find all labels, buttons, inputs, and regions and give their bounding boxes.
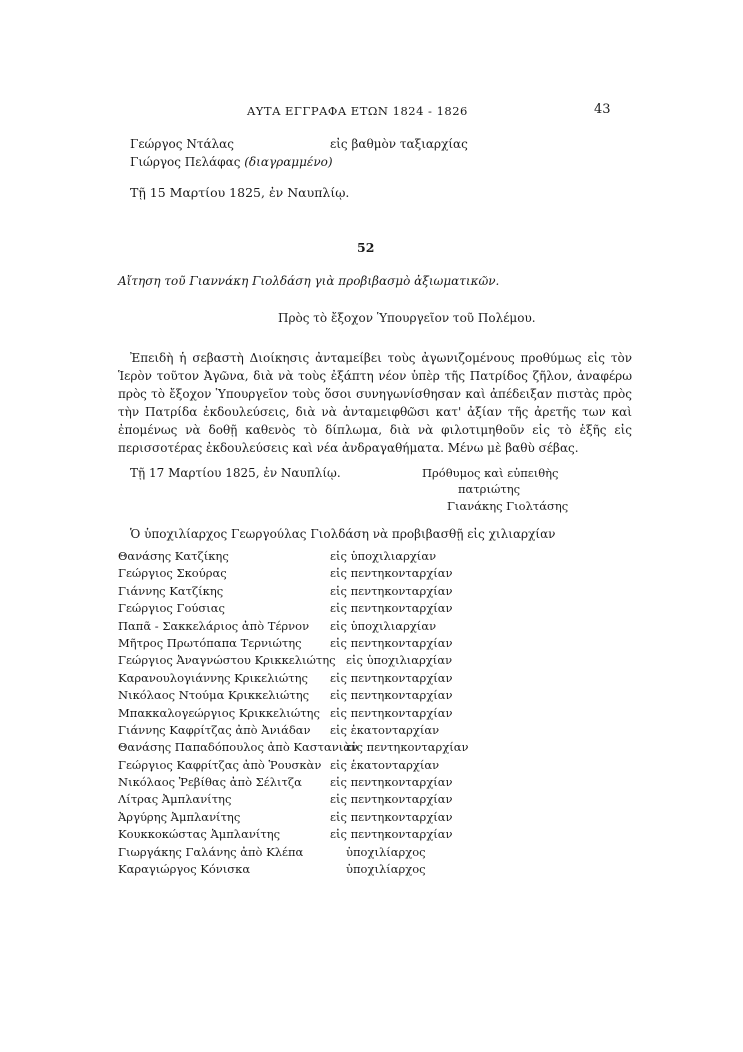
rank: εἰς πεντηκονταρχίαν xyxy=(330,775,453,790)
person-name: Καραγιώργος Κόνισκα xyxy=(118,862,251,877)
rank: ὑποχιλίαρχος xyxy=(346,844,426,859)
person-name: Παπᾶ - Σακκελάριος ἀπὸ Τέρνον xyxy=(118,618,310,633)
closing-line: πατριώτης xyxy=(458,482,521,496)
list-item xyxy=(118,653,638,670)
list-item xyxy=(118,688,638,705)
rank: εἰς πεντηκονταρχίαν xyxy=(330,705,453,720)
person-name: Κουκκοκώστας Ἀμπλανίτης xyxy=(118,827,281,842)
document-date: Τῇ 17 Μαρτίου 1825, ἐν Ναυπλίῳ. xyxy=(130,466,341,480)
page-number: 43 xyxy=(594,102,611,117)
list-item xyxy=(118,549,638,566)
document-title: Αἴτηση τοῦ Γιαννάκη Γιολδάση γιὰ προβιβασμὸ ἀξιωματικῶν. xyxy=(118,274,500,288)
rank: εἰς πεντηκονταρχίαν xyxy=(330,583,453,598)
document-body: Ἐπειδὴ ἡ σεβαστὴ Διοίκησις ἀνταμείβει τοὺς ἀγωνιζομένους προθύμως εἰς τὸν Ἱερὸν τοῦτον Ἀγῶνα, διὰ νὰ τοὺς ἐξάπτη νέον ὑπὲρ τῆς Πατρίδος ζῆλον, ἀναφέρω πρὸς τὸ ἔξοχον Ὑπουργεῖον τοὺς ὅσοι συνηγωνίσθησαν καὶ ἀπέδειξαν πιστὰς πρὸς τὴν Πατρίδα ἐκδουλεύσεις, διὰ νὰ ἀνταμειφθῶσι κατ' ἀξίαν τῆς ἀρετῆς των καὶ ἐπομένως νὰ δοθῇ καθενὸς τὸ δίπλωμα, διὰ νὰ φιλοτιμηθοῦν εἰς τὸ ἑξῆς εἰς περισσοτέρας ἐκδουλεύσεις καὶ νέα ἀνδραγαθήματα. Μένω μὲ βαθὺ σέβας. xyxy=(118,351,632,455)
rank: εἰς ὑποχιλιαρχίαν xyxy=(330,618,437,633)
rank: εἰς ἑκατονταρχίαν xyxy=(330,722,440,737)
list-heading: Ὁ ὑποχιλίαρχος Γεωργούλας Γιολδάση νὰ προβιβασθῇ εἰς χιλιαρχίαν xyxy=(130,527,556,541)
person-name: Γιάννης Καφρίτζας ἀπὸ Ἀνιάδαν xyxy=(118,722,311,737)
person-name: Νικόλαος Ντούμα Κρικκελιώτης xyxy=(118,688,310,703)
rank: εἰς πεντηκονταρχίαν xyxy=(330,670,453,685)
list-item xyxy=(118,758,638,775)
previous-list-name xyxy=(130,155,333,169)
list-item xyxy=(118,601,638,618)
rank: εἰς πεντηκονταρχίαν xyxy=(330,688,453,703)
promotion-list xyxy=(118,549,638,879)
rank: ὑποχιλίαρχος xyxy=(346,862,426,877)
list-item xyxy=(118,792,638,809)
rank: εἰς πεντηκονταρχίαν xyxy=(346,740,469,755)
running-title: ΑΥΤΑ ΕΓΓΡΑΦΑ ΕΤΩΝ 1824 - 1826 xyxy=(247,104,468,118)
signature: Γιανάκης Γιολτάσης xyxy=(447,499,569,513)
list-item xyxy=(118,671,638,688)
rank: εἰς ἑκατονταρχίαν xyxy=(330,757,440,772)
person-name: Μπακκαλογεώργιος Κρικκελιώτης xyxy=(118,705,320,720)
rank: εἰς πεντηκονταρχίαν xyxy=(330,827,453,842)
previous-date: Τῇ 15 Μαρτίου 1825, ἐν Ναυπλίῳ. xyxy=(130,185,350,200)
list-item xyxy=(118,566,638,583)
list-item xyxy=(118,636,638,653)
list-item xyxy=(118,723,638,740)
closing-line: Πρόθυμος καὶ εὐπειθὴς xyxy=(422,466,559,480)
list-item xyxy=(118,845,638,862)
rank: εἰς πεντηκονταρχίαν xyxy=(330,566,453,581)
person-name: Νικόλαος Ῥεβίθας ἀπὸ Σέλιτζα xyxy=(118,775,302,790)
person-name: Γεώργιος Ἀναγνώστου Κρικκελιώτης xyxy=(118,653,336,668)
document-number: 52 xyxy=(357,240,375,255)
struck-name: Γιώργος Πελάφας xyxy=(130,155,241,169)
person-name: Καρανουλογιάννης Κρικελιώτης xyxy=(118,670,308,685)
person-name: Λίτρας Ἀμπλανίτης xyxy=(118,792,232,807)
list-item xyxy=(118,706,638,723)
previous-list-rank: εἰς βαθμὸν ταξιαρχίας xyxy=(330,137,468,151)
rank: εἰς ὑποχιλιαρχίαν xyxy=(346,653,453,668)
rank: εἰς πεντηκονταρχίαν xyxy=(330,792,453,807)
list-item xyxy=(118,775,638,792)
rank: εἰς ὑποχιλιαρχίαν xyxy=(330,549,437,563)
list-item xyxy=(118,740,638,757)
list-item xyxy=(118,584,638,601)
previous-list-name: Γεώργος Ντάλας xyxy=(130,137,234,151)
list-item xyxy=(118,619,638,636)
person-name: Θανάσης Παπαδόπουλος ἀπὸ Καστανιὰν xyxy=(118,740,359,755)
list-item xyxy=(118,862,638,879)
struck-note: (διαγραμμένο) xyxy=(244,155,333,169)
person-name: Θανάσης Κατζίκης xyxy=(118,549,229,563)
person-name: Γεώργιος Σκούρας xyxy=(118,566,227,581)
person-name: Μῆτρος Πρωτόπαπα Τερνιώτης xyxy=(118,635,302,650)
list-item xyxy=(118,810,638,827)
rank: εἰς πεντηκονταρχίαν xyxy=(330,635,453,650)
person-name: Γεώργιος Καφρίτζας ἀπὸ Ῥουσκὰν xyxy=(118,757,322,772)
person-name: Ἀργύρης Ἀμπλανίτης xyxy=(118,809,241,824)
addressee: Πρὸς τὸ ἔξοχον Ὑπουργεῖον τοῦ Πολέμου. xyxy=(278,311,536,325)
list-item xyxy=(118,827,638,844)
rank: εἰς πεντηκονταρχίαν xyxy=(330,809,453,824)
person-name: Γεώργιος Γούσιας xyxy=(118,601,225,616)
person-name: Γιάννης Κατζίκης xyxy=(118,583,224,598)
person-name: Γιωργάκης Γαλάνης ἀπὸ Κλέπα xyxy=(118,844,304,859)
rank: εἰς πεντηκονταρχίαν xyxy=(330,601,453,616)
